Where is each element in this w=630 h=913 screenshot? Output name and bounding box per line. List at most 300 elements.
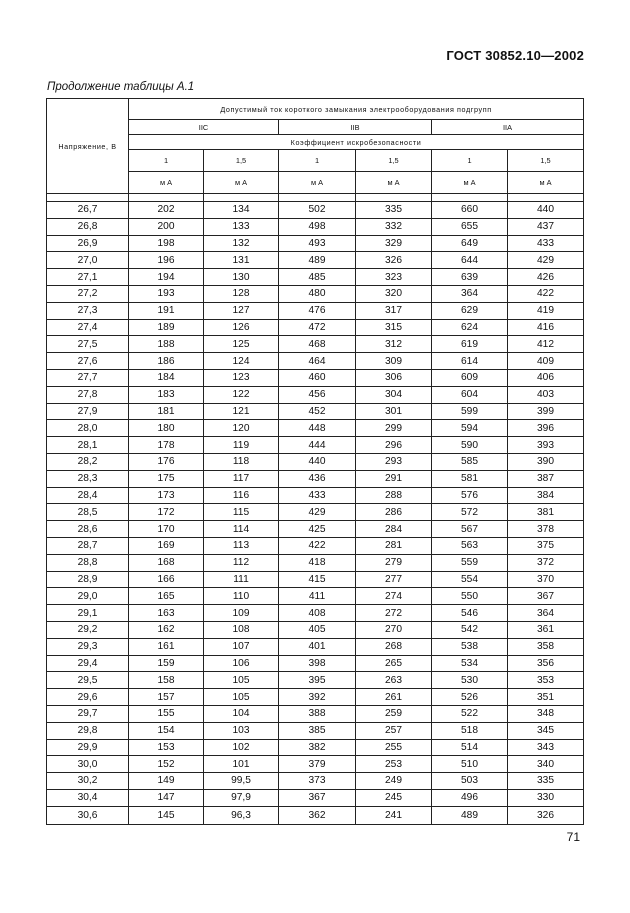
current-cell: 194 <box>129 269 204 286</box>
current-cell: 309 <box>356 353 432 370</box>
current-cell: 398 <box>279 655 356 672</box>
current-cell: 335 <box>508 773 584 790</box>
table-row <box>47 319 584 336</box>
current-cell: 480 <box>279 285 356 302</box>
unit-cell: м А <box>508 172 584 194</box>
current-cell: 381 <box>508 504 584 521</box>
current-cell: 105 <box>204 672 279 689</box>
current-cell: 196 <box>129 252 204 269</box>
unit-cell: м А <box>356 172 432 194</box>
voltage-cell: 27,0 <box>47 252 129 269</box>
current-cell: 405 <box>279 621 356 638</box>
current-cell: 158 <box>129 672 204 689</box>
current-cell: 422 <box>508 285 584 302</box>
current-cell: 644 <box>432 252 508 269</box>
current-cell: 291 <box>356 470 432 487</box>
table-row <box>47 353 584 370</box>
current-cell: 265 <box>356 655 432 672</box>
current-cell: 286 <box>356 504 432 521</box>
current-cell: 581 <box>432 470 508 487</box>
current-cell: 468 <box>279 336 356 353</box>
coefficient-cell: 1,5 <box>356 150 432 172</box>
table-row <box>47 605 584 622</box>
voltage-cell: 30,4 <box>47 789 129 806</box>
current-cell: 274 <box>356 588 432 605</box>
current-cell: 170 <box>129 521 204 538</box>
current-cell: 590 <box>432 437 508 454</box>
table-row <box>47 504 584 521</box>
current-cell: 572 <box>432 504 508 521</box>
current-cell: 522 <box>432 705 508 722</box>
current-cell: 107 <box>204 638 279 655</box>
current-cell: 433 <box>279 487 356 504</box>
coefficient-cell: 1 <box>432 150 508 172</box>
voltage-cell: 28,6 <box>47 521 129 538</box>
current-cell: 172 <box>129 504 204 521</box>
voltage-cell: 29,1 <box>47 605 129 622</box>
current-cell: 97,9 <box>204 789 279 806</box>
current-cell: 367 <box>279 789 356 806</box>
current-cell: 345 <box>508 722 584 739</box>
current-cell: 119 <box>204 437 279 454</box>
current-cell: 425 <box>279 521 356 538</box>
current-cell: 356 <box>508 655 584 672</box>
current-cell: 326 <box>356 252 432 269</box>
current-cell: 133 <box>204 218 279 235</box>
current-cell: 186 <box>129 353 204 370</box>
current-cell: 155 <box>129 705 204 722</box>
table-row <box>47 285 584 302</box>
current-cell: 384 <box>508 487 584 504</box>
current-cell: 538 <box>432 638 508 655</box>
current-cell: 96,3 <box>204 806 279 824</box>
voltage-cell: 27,3 <box>47 302 129 319</box>
table-row <box>47 773 584 790</box>
voltage-cell: 29,4 <box>47 655 129 672</box>
current-cell: 102 <box>204 739 279 756</box>
current-cell: 409 <box>508 353 584 370</box>
current-cell: 489 <box>279 252 356 269</box>
current-cell: 362 <box>279 806 356 824</box>
current-cell: 655 <box>432 218 508 235</box>
current-cell: 415 <box>279 571 356 588</box>
current-cell: 113 <box>204 537 279 554</box>
current-cell: 152 <box>129 756 204 773</box>
current-cell: 128 <box>204 285 279 302</box>
current-cell: 181 <box>129 403 204 420</box>
voltage-cell: 28,3 <box>47 470 129 487</box>
current-cell: 323 <box>356 269 432 286</box>
current-cell: 184 <box>129 369 204 386</box>
current-cell: 364 <box>432 285 508 302</box>
current-cell: 585 <box>432 453 508 470</box>
table-row <box>47 336 584 353</box>
voltage-cell: 27,8 <box>47 386 129 403</box>
current-cell: 198 <box>129 235 204 252</box>
current-cell: 502 <box>279 202 356 219</box>
table-row <box>47 672 584 689</box>
page-number: 71 <box>566 830 580 844</box>
voltage-cell: 29,2 <box>47 621 129 638</box>
current-cell: 460 <box>279 369 356 386</box>
voltage-cell: 30,0 <box>47 756 129 773</box>
coefficient-cell: 1,5 <box>508 150 584 172</box>
current-cell: 178 <box>129 437 204 454</box>
current-cell: 614 <box>432 353 508 370</box>
current-cell: 361 <box>508 621 584 638</box>
current-cell: 395 <box>279 672 356 689</box>
current-cell: 166 <box>129 571 204 588</box>
current-cell: 399 <box>508 403 584 420</box>
voltage-cell: 27,4 <box>47 319 129 336</box>
voltage-cell: 27,5 <box>47 336 129 353</box>
current-cell: 388 <box>279 705 356 722</box>
current-cell: 401 <box>279 638 356 655</box>
current-cell: 546 <box>432 605 508 622</box>
coefficient-cell: 1 <box>129 150 204 172</box>
current-cell: 390 <box>508 453 584 470</box>
table-row <box>47 689 584 706</box>
current-cell: 293 <box>356 453 432 470</box>
current-cell: 315 <box>356 319 432 336</box>
current-cell: 288 <box>356 487 432 504</box>
current-cell: 299 <box>356 420 432 437</box>
table-row <box>47 252 584 269</box>
current-cell: 130 <box>204 269 279 286</box>
current-cell: 124 <box>204 353 279 370</box>
table-row <box>47 806 584 824</box>
current-cell: 108 <box>204 621 279 638</box>
table-row <box>47 420 584 437</box>
coefficient-cell: 1,5 <box>204 150 279 172</box>
current-cell: 472 <box>279 319 356 336</box>
current-cell: 639 <box>432 269 508 286</box>
current-cell: 358 <box>508 638 584 655</box>
current-cell: 169 <box>129 537 204 554</box>
voltage-cell: 30,2 <box>47 773 129 790</box>
current-cell: 159 <box>129 655 204 672</box>
current-cell: 382 <box>279 739 356 756</box>
unit-cell: м А <box>204 172 279 194</box>
current-cell: 176 <box>129 453 204 470</box>
current-cell: 649 <box>432 235 508 252</box>
current-cell: 444 <box>279 437 356 454</box>
current-cell: 367 <box>508 588 584 605</box>
current-cell: 116 <box>204 487 279 504</box>
current-cell: 373 <box>279 773 356 790</box>
voltage-cell: 28,9 <box>47 571 129 588</box>
current-cell: 268 <box>356 638 432 655</box>
current-cell: 498 <box>279 218 356 235</box>
table-row <box>47 218 584 235</box>
current-cell: 406 <box>508 369 584 386</box>
current-cell: 412 <box>508 336 584 353</box>
current-cell: 132 <box>204 235 279 252</box>
current-cell: 296 <box>356 437 432 454</box>
current-cell: 157 <box>129 689 204 706</box>
current-cell: 542 <box>432 621 508 638</box>
unit-cell: м А <box>432 172 508 194</box>
voltage-cell: 28,7 <box>47 537 129 554</box>
current-cell: 326 <box>508 806 584 824</box>
current-cell: 126 <box>204 319 279 336</box>
current-cell: 437 <box>508 218 584 235</box>
current-cell: 257 <box>356 722 432 739</box>
current-cell: 353 <box>508 672 584 689</box>
current-cell: 392 <box>279 689 356 706</box>
current-cell: 105 <box>204 689 279 706</box>
current-cell: 340 <box>508 756 584 773</box>
current-cell: 109 <box>204 605 279 622</box>
current-cell: 526 <box>432 689 508 706</box>
current-cell: 530 <box>432 672 508 689</box>
current-cell: 416 <box>508 319 584 336</box>
current-cell: 112 <box>204 554 279 571</box>
current-cell: 134 <box>204 202 279 219</box>
current-cell: 510 <box>432 756 508 773</box>
current-cell: 514 <box>432 739 508 756</box>
current-cell: 422 <box>279 537 356 554</box>
current-cell: 149 <box>129 773 204 790</box>
group-header-iib: IIB <box>279 120 432 135</box>
current-cell: 375 <box>508 537 584 554</box>
table-row <box>47 302 584 319</box>
current-cell: 279 <box>356 554 432 571</box>
current-cell: 99,5 <box>204 773 279 790</box>
current-cell: 464 <box>279 353 356 370</box>
current-cell: 485 <box>279 269 356 286</box>
current-cell: 418 <box>279 554 356 571</box>
current-cell: 193 <box>129 285 204 302</box>
current-cell: 241 <box>356 806 432 824</box>
voltage-cell: 29,7 <box>47 705 129 722</box>
table-row <box>47 588 584 605</box>
voltage-cell: 29,8 <box>47 722 129 739</box>
current-cell: 122 <box>204 386 279 403</box>
document-code: ГОСТ 30852.10—2002 <box>446 48 584 63</box>
current-cell: 153 <box>129 739 204 756</box>
current-cell: 576 <box>432 487 508 504</box>
table-row <box>47 722 584 739</box>
voltage-column-header: Напряжение, В <box>47 99 129 194</box>
coefficient-cell: 1 <box>279 150 356 172</box>
current-cell: 145 <box>129 806 204 824</box>
current-cell: 161 <box>129 638 204 655</box>
current-cell: 619 <box>432 336 508 353</box>
table-body <box>47 202 584 825</box>
current-cell: 255 <box>356 739 432 756</box>
current-cell: 180 <box>129 420 204 437</box>
current-cell: 518 <box>432 722 508 739</box>
voltage-cell: 28,0 <box>47 420 129 437</box>
table-row <box>47 789 584 806</box>
current-cell: 604 <box>432 386 508 403</box>
voltage-cell: 29,3 <box>47 638 129 655</box>
table-row <box>47 202 584 219</box>
current-cell: 277 <box>356 571 432 588</box>
table-row <box>47 739 584 756</box>
current-cell: 378 <box>508 521 584 538</box>
current-cell: 110 <box>204 588 279 605</box>
current-cell: 343 <box>508 739 584 756</box>
current-cell: 594 <box>432 420 508 437</box>
current-cell: 332 <box>356 218 432 235</box>
group-header-iic: IIC <box>129 120 279 135</box>
current-cell: 554 <box>432 571 508 588</box>
current-cell: 253 <box>356 756 432 773</box>
table-row <box>47 521 584 538</box>
current-cell: 312 <box>356 336 432 353</box>
current-cell: 183 <box>129 386 204 403</box>
voltage-cell: 27,2 <box>47 285 129 302</box>
voltage-cell: 27,9 <box>47 403 129 420</box>
current-cell: 372 <box>508 554 584 571</box>
current-cell: 408 <box>279 605 356 622</box>
table-row <box>47 235 584 252</box>
current-cell: 489 <box>432 806 508 824</box>
current-header: Допустимый ток короткого замыкания электрооборудования подгрупп <box>129 99 584 120</box>
current-cell: 101 <box>204 756 279 773</box>
current-cell: 567 <box>432 521 508 538</box>
current-cell: 306 <box>356 369 432 386</box>
current-cell: 261 <box>356 689 432 706</box>
voltage-cell: 27,7 <box>47 369 129 386</box>
current-cell: 329 <box>356 235 432 252</box>
voltage-cell: 28,1 <box>47 437 129 454</box>
current-cell: 281 <box>356 537 432 554</box>
table-caption: Продолжение таблицы А.1 <box>47 81 195 93</box>
current-cell: 147 <box>129 789 204 806</box>
current-cell: 191 <box>129 302 204 319</box>
current-cell: 175 <box>129 470 204 487</box>
current-cell: 200 <box>129 218 204 235</box>
current-cell: 125 <box>204 336 279 353</box>
group-header-iia: IIA <box>432 120 584 135</box>
current-cell: 189 <box>129 319 204 336</box>
voltage-cell: 26,7 <box>47 202 129 219</box>
current-cell: 426 <box>508 269 584 286</box>
current-cell: 115 <box>204 504 279 521</box>
current-cell: 436 <box>279 470 356 487</box>
current-cell: 364 <box>508 605 584 622</box>
current-cell: 202 <box>129 202 204 219</box>
current-cell: 503 <box>432 773 508 790</box>
table-row <box>47 537 584 554</box>
current-cell: 370 <box>508 571 584 588</box>
voltage-cell: 26,9 <box>47 235 129 252</box>
coefficient-header: Коэффициент искробезопасности <box>129 135 584 150</box>
current-cell: 301 <box>356 403 432 420</box>
current-cell: 550 <box>432 588 508 605</box>
current-cell: 403 <box>508 386 584 403</box>
current-cell: 419 <box>508 302 584 319</box>
current-cell: 173 <box>129 487 204 504</box>
current-cell: 351 <box>508 689 584 706</box>
table-row <box>47 621 584 638</box>
table-row <box>47 554 584 571</box>
current-cell: 259 <box>356 705 432 722</box>
current-cell: 599 <box>432 403 508 420</box>
current-cell: 120 <box>204 420 279 437</box>
current-cell: 629 <box>432 302 508 319</box>
current-cell: 559 <box>432 554 508 571</box>
current-cell: 121 <box>204 403 279 420</box>
current-cell: 396 <box>508 420 584 437</box>
current-cell: 117 <box>204 470 279 487</box>
current-cell: 534 <box>432 655 508 672</box>
current-cell: 168 <box>129 554 204 571</box>
current-cell: 317 <box>356 302 432 319</box>
voltage-cell: 28,2 <box>47 453 129 470</box>
current-cell: 118 <box>204 453 279 470</box>
current-cell: 411 <box>279 588 356 605</box>
voltage-cell: 26,8 <box>47 218 129 235</box>
current-cell: 106 <box>204 655 279 672</box>
current-cell: 335 <box>356 202 432 219</box>
current-cell: 379 <box>279 756 356 773</box>
current-cell: 624 <box>432 319 508 336</box>
current-cell: 104 <box>204 705 279 722</box>
voltage-cell: 30,6 <box>47 806 129 824</box>
current-cell: 452 <box>279 403 356 420</box>
voltage-cell: 27,6 <box>47 353 129 370</box>
table-row <box>47 571 584 588</box>
voltage-cell: 28,8 <box>47 554 129 571</box>
table-row <box>47 638 584 655</box>
table-row <box>47 269 584 286</box>
voltage-cell: 27,1 <box>47 269 129 286</box>
unit-cell: м А <box>129 172 204 194</box>
current-cell: 284 <box>356 521 432 538</box>
current-cell: 123 <box>204 369 279 386</box>
current-cell: 304 <box>356 386 432 403</box>
current-cell: 387 <box>508 470 584 487</box>
current-cell: 609 <box>432 369 508 386</box>
voltage-cell: 29,0 <box>47 588 129 605</box>
current-cell: 154 <box>129 722 204 739</box>
current-cell: 114 <box>204 521 279 538</box>
current-cell: 320 <box>356 285 432 302</box>
table-row <box>47 403 584 420</box>
unit-cell: м А <box>279 172 356 194</box>
current-cell: 263 <box>356 672 432 689</box>
current-cell: 660 <box>432 202 508 219</box>
current-cell: 563 <box>432 537 508 554</box>
current-cell: 165 <box>129 588 204 605</box>
voltage-cell: 28,4 <box>47 487 129 504</box>
current-cell: 496 <box>432 789 508 806</box>
table-row <box>47 756 584 773</box>
current-cell: 245 <box>356 789 432 806</box>
current-cell: 348 <box>508 705 584 722</box>
table-row <box>47 453 584 470</box>
current-limit-table <box>46 98 584 825</box>
voltage-cell: 28,5 <box>47 504 129 521</box>
table-row <box>47 705 584 722</box>
current-cell: 330 <box>508 789 584 806</box>
voltage-cell: 29,9 <box>47 739 129 756</box>
current-cell: 440 <box>279 453 356 470</box>
current-cell: 393 <box>508 437 584 454</box>
current-cell: 493 <box>279 235 356 252</box>
table-row <box>47 487 584 504</box>
voltage-cell: 29,6 <box>47 689 129 706</box>
voltage-cell: 29,5 <box>47 672 129 689</box>
table-row <box>47 369 584 386</box>
current-cell: 440 <box>508 202 584 219</box>
current-cell: 429 <box>508 252 584 269</box>
current-cell: 111 <box>204 571 279 588</box>
